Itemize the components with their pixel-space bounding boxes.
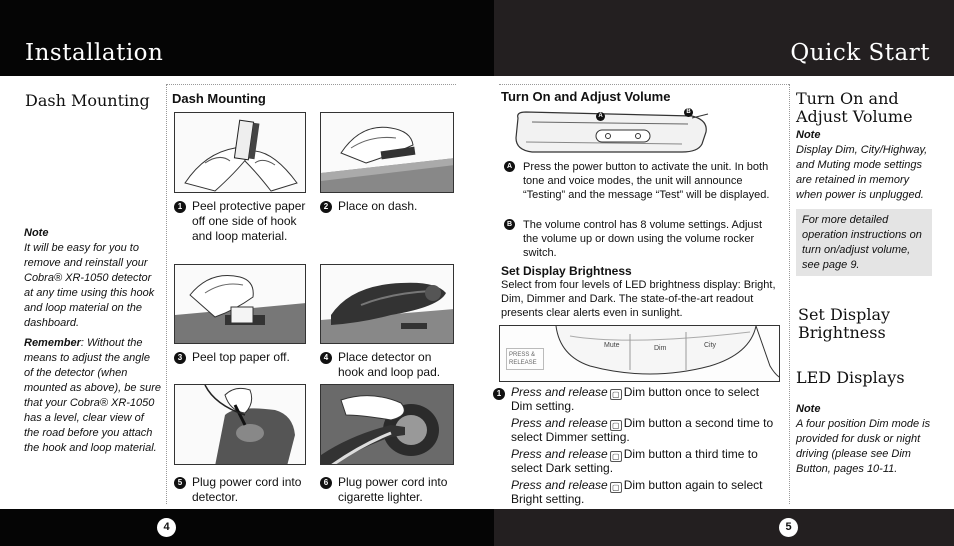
page-title-installation: Installation bbox=[25, 40, 164, 66]
press-step-4-text: Dim button again to select Bright setting. bbox=[511, 478, 763, 506]
led-note-label: Note bbox=[796, 403, 821, 415]
side-note bbox=[796, 128, 936, 203]
dim-button-icon: ▢ bbox=[610, 420, 622, 431]
step-5-number: 5 bbox=[174, 477, 186, 489]
info-box: For more detailed operation instructions on turn on/adjust volume, see page 9. bbox=[796, 209, 932, 276]
volume-heading: Turn On and Adjust Volume bbox=[501, 89, 671, 104]
page-number-left: 4 bbox=[157, 518, 176, 537]
header-right bbox=[494, 0, 954, 76]
led-note-text: A four position Dim mode is provided for dusk or night driving (please see Dim Button, pages 10-11. bbox=[796, 418, 931, 475]
button-panel-drawing bbox=[499, 325, 780, 382]
dim-button-icon: ▢ bbox=[610, 482, 622, 493]
led-displays-heading: LED Displays bbox=[796, 368, 905, 387]
led-note bbox=[796, 402, 936, 477]
press-step-1-text: Dim button once to select Dim setting. bbox=[511, 385, 760, 413]
remember-note bbox=[24, 336, 162, 456]
volume-item-a bbox=[504, 160, 780, 215]
volume-item-a-text: Press the power button to activate the unit. In both tone and voice modes, the unit will announce “Testing” and the message “Test” will be displayed. bbox=[523, 161, 770, 201]
remember-label: Remember bbox=[24, 337, 81, 349]
note-label: Note bbox=[24, 227, 49, 239]
panel-mute-button: Mute bbox=[604, 342, 620, 349]
page-number-right: 5 bbox=[779, 518, 798, 537]
footer-right bbox=[494, 509, 954, 546]
dim-button-icon: ▢ bbox=[610, 389, 622, 400]
step-4-number: 4 bbox=[320, 352, 332, 364]
step-6-photo bbox=[320, 384, 454, 465]
device-callout-b: B bbox=[684, 108, 693, 117]
right-column-divider bbox=[789, 84, 790, 504]
page-title-quick-start: Quick Start bbox=[790, 40, 930, 66]
side-volume-heading: Turn On and Adjust Volume bbox=[796, 89, 913, 126]
brightness-text: Select from four levels of LED brightness display: Bright, Dim, Dimmer and Dark. The state-of-the-art readout presents clear alerts even in sunlight. bbox=[501, 279, 776, 319]
press-step-1 bbox=[511, 386, 781, 413]
press-step-2 bbox=[511, 417, 781, 444]
press-step-3-text: Dim button a third time to select Dark setting. bbox=[511, 447, 758, 475]
press-steps-bullet: 1 bbox=[493, 388, 505, 400]
volume-item-b-text: The volume control has 8 volume settings. Adjust the volume up or down using the volume rocker switch. bbox=[523, 219, 763, 259]
step-6-text: Plug power cord into cigarette lighter. bbox=[338, 475, 448, 504]
step-4-text: Place detector on hook and loop pad. bbox=[338, 350, 441, 379]
step-6-number: 6 bbox=[320, 477, 332, 489]
step-3-photo bbox=[174, 264, 306, 344]
step-1-text: Peel protective paper off one side of hook and loop material. bbox=[192, 199, 306, 243]
side-note-label: Note bbox=[796, 129, 821, 141]
remember-text: : Without the means to adjust the angle of the detector (when mounted as above), be sure that your Cobra® XR-1050 has a level, clear view of the road before you attach the hook and loop material. bbox=[24, 337, 161, 454]
header-left bbox=[0, 0, 494, 76]
press-step-2-lead: Press and release bbox=[511, 416, 608, 430]
step-5-text: Plug power cord into detector. bbox=[192, 475, 302, 504]
dim-button-icon: ▢ bbox=[610, 451, 622, 462]
press-step-4 bbox=[511, 479, 781, 506]
press-step-1-lead: Press and release bbox=[511, 385, 608, 399]
side-note-text: Display Dim, City/Highway, and Muting mode settings are retained in memory when power is unplugged. bbox=[796, 144, 928, 201]
step-1-photo bbox=[174, 112, 306, 193]
detector-drawing bbox=[512, 108, 712, 156]
column-divider bbox=[166, 84, 167, 504]
panel-dim-button: Dim bbox=[654, 345, 667, 352]
press-step-3-lead: Press and release bbox=[511, 447, 608, 461]
press-release-line-1: PRESS & bbox=[509, 352, 536, 358]
step-2-number: 2 bbox=[320, 201, 332, 213]
press-step-2-text: Dim button a second time to select Dimmer setting. bbox=[511, 416, 774, 444]
volume-item-b bbox=[504, 218, 780, 260]
side-brightness-heading: Set Display Brightness bbox=[798, 305, 891, 342]
section-rule bbox=[166, 84, 456, 85]
step-1-number: 1 bbox=[174, 201, 186, 213]
volume-item-a-label: A bbox=[504, 161, 515, 172]
press-step-3 bbox=[511, 448, 781, 475]
left-note bbox=[24, 226, 162, 331]
brightness-heading: Set Display Brightness bbox=[501, 264, 632, 278]
right-section-rule bbox=[499, 84, 789, 85]
note-text: It will be easy for you to remove and reinstall your Cobra® XR-1050 detector at any time using this hook and loop material on the dashboard. bbox=[24, 242, 155, 329]
step-5-photo bbox=[174, 384, 306, 465]
dash-mounting-section-heading: Dash Mounting bbox=[172, 91, 266, 106]
panel-city-button: City bbox=[704, 342, 717, 349]
step-3-text: Peel top paper off. bbox=[192, 350, 290, 364]
footer-left bbox=[0, 509, 494, 546]
volume-item-b-label: B bbox=[504, 219, 515, 230]
press-step-4-lead: Press and release bbox=[511, 478, 608, 492]
step-2-photo bbox=[320, 112, 454, 193]
step-4-photo bbox=[320, 264, 454, 344]
step-2-text: Place on dash. bbox=[338, 199, 418, 213]
press-release-line-2: RELEASE bbox=[509, 360, 537, 366]
step-3-number: 3 bbox=[174, 352, 186, 364]
device-callout-a: A bbox=[596, 112, 605, 121]
dash-mounting-side-heading: Dash Mounting bbox=[25, 91, 150, 110]
